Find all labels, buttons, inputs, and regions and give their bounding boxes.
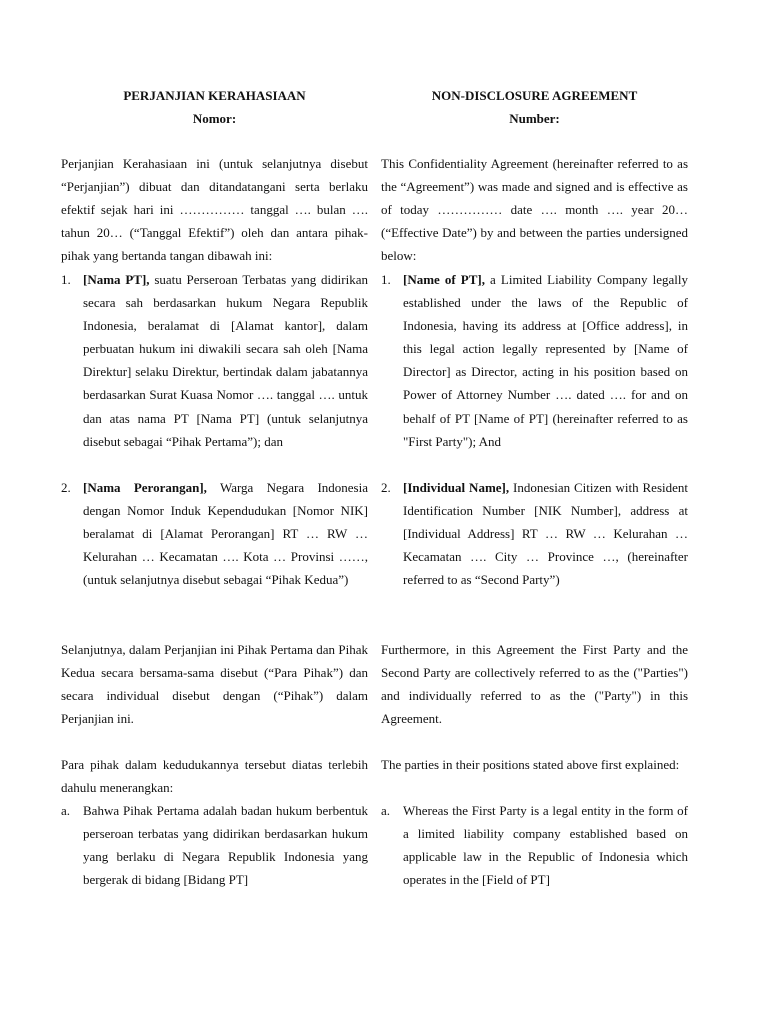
recital-text: Bahwa Pihak Pertama adalah badan hukum berbentuk perseroan terbatas yang didirikan berdasarkan hukum yang berlaku di Negara Republik Indonesia yang bergerak di bidang [Bidang PT] bbox=[83, 803, 368, 888]
list-number: 1. bbox=[381, 272, 391, 287]
recital-intro: The parties in their positions stated above first explained: bbox=[381, 757, 680, 772]
number-label: Nomor: bbox=[192, 111, 237, 126]
party-description: Indonesian Citizen with Resident Identification Number [NIK Number], address at [Individual Address] RT … RW … Kelurahan … Kecamatan …. City … Province …, (hereinafter referred to as “Second Party”) bbox=[403, 480, 688, 588]
party-item-1 bbox=[61, 268, 368, 453]
list-letter: a. bbox=[61, 803, 71, 818]
party-item-2 bbox=[381, 476, 688, 591]
recital-intro: Para pihak dalam kedudukannya tersebut diatas terlebih dahulu menerangkan: bbox=[61, 757, 368, 796]
party-name: [Name of PT], bbox=[403, 272, 485, 287]
party-name: [Individual Name], bbox=[403, 480, 510, 495]
party-name: [Nama PT], bbox=[83, 272, 150, 287]
document-title: NON-DISCLOSURE AGREEMENT bbox=[431, 88, 638, 103]
intro-paragraph: Perjanjian Kerahasiaan ini (untuk selanjutnya disebut “Perjanjian”) dibuat dan ditandatangani serta berlaku efektif sejak hari ini …………… tanggal …. bulan …. tahun 20… (“Tanggal Efektif”) oleh dan antara pihak-pihak yang bertanda tangan dibawah ini: bbox=[61, 156, 368, 264]
party-description: a Limited Liability Company legally established under the laws of the Republic of Indonesia, having its address at [Office address], in this legal action legally represented by [Name of Director] as Director, acting in his position based on Power of Attorney Number …. dated …. for and on behalf of PT [Name of PT] (hereinafter referred to as "First Party"); And bbox=[403, 272, 688, 449]
party-description: Warga Negara Indonesia dengan Nomor Induk Kependudukan [Nomor NIK] beralamat di [Alamat Perorangan] RT … RW … Kelurahan … Kecamatan …. Kota … Provinsi ……, (untuk selanjutnya disebut sebagai “Pihak Kedua”) bbox=[83, 480, 368, 588]
recital-text: Whereas the First Party is a legal entity in the form of a limited liability company established based on applicable law in the Republic of Indonesia which operates in the [Field of PT] bbox=[403, 803, 688, 888]
document-title: PERJANJIAN KERAHASIAAN bbox=[123, 88, 306, 103]
collective-paragraph: Furthermore, in this Agreement the First Party and the Second Party are collectively referred to as the ("Parties") and individually referred to as the ("Party") in this Agreement. bbox=[381, 642, 688, 727]
recital-item-a bbox=[381, 799, 688, 891]
party-item-2 bbox=[61, 476, 368, 591]
list-number: 2. bbox=[61, 480, 71, 495]
list-number: 1. bbox=[61, 272, 71, 287]
number-label: Number: bbox=[509, 111, 560, 126]
list-letter: a. bbox=[381, 803, 391, 818]
party-name: [Nama Perorangan], bbox=[83, 480, 207, 495]
collective-paragraph: Selanjutnya, dalam Perjanjian ini Pihak Pertama dan Pihak Kedua secara bersama-sama disebut (“Para Pihak”) dan secara individual disebut dengan (“Pihak”) dalam Perjanjian ini. bbox=[61, 642, 368, 727]
party-item-1 bbox=[381, 268, 688, 453]
list-number: 2. bbox=[381, 480, 391, 495]
recital-item-a bbox=[61, 799, 368, 891]
party-description: suatu Perseroan Terbatas yang didirikan secara sah berdasarkan hukum Negara Republik Indonesia, beralamat di [Alamat kantor], dalam perbuatan hukum ini diwakili secara sah oleh [Nama Direktur] selaku Direktur, bertindak dalam jabatannya berdasarkan Surat Kuasa Nomor …. tanggal …. untuk dan atas nama PT [Nama PT] (untuk selanjutnya disebut sebagai “Pihak Pertama”); dan bbox=[83, 272, 368, 449]
intro-paragraph: This Confidentiality Agreement (hereinafter referred to as the “Agreement”) was made and signed and is effective as of today …………… date …. month …. year 20… (“Effective Date”) by and between the parties undersigned below: bbox=[381, 156, 688, 264]
